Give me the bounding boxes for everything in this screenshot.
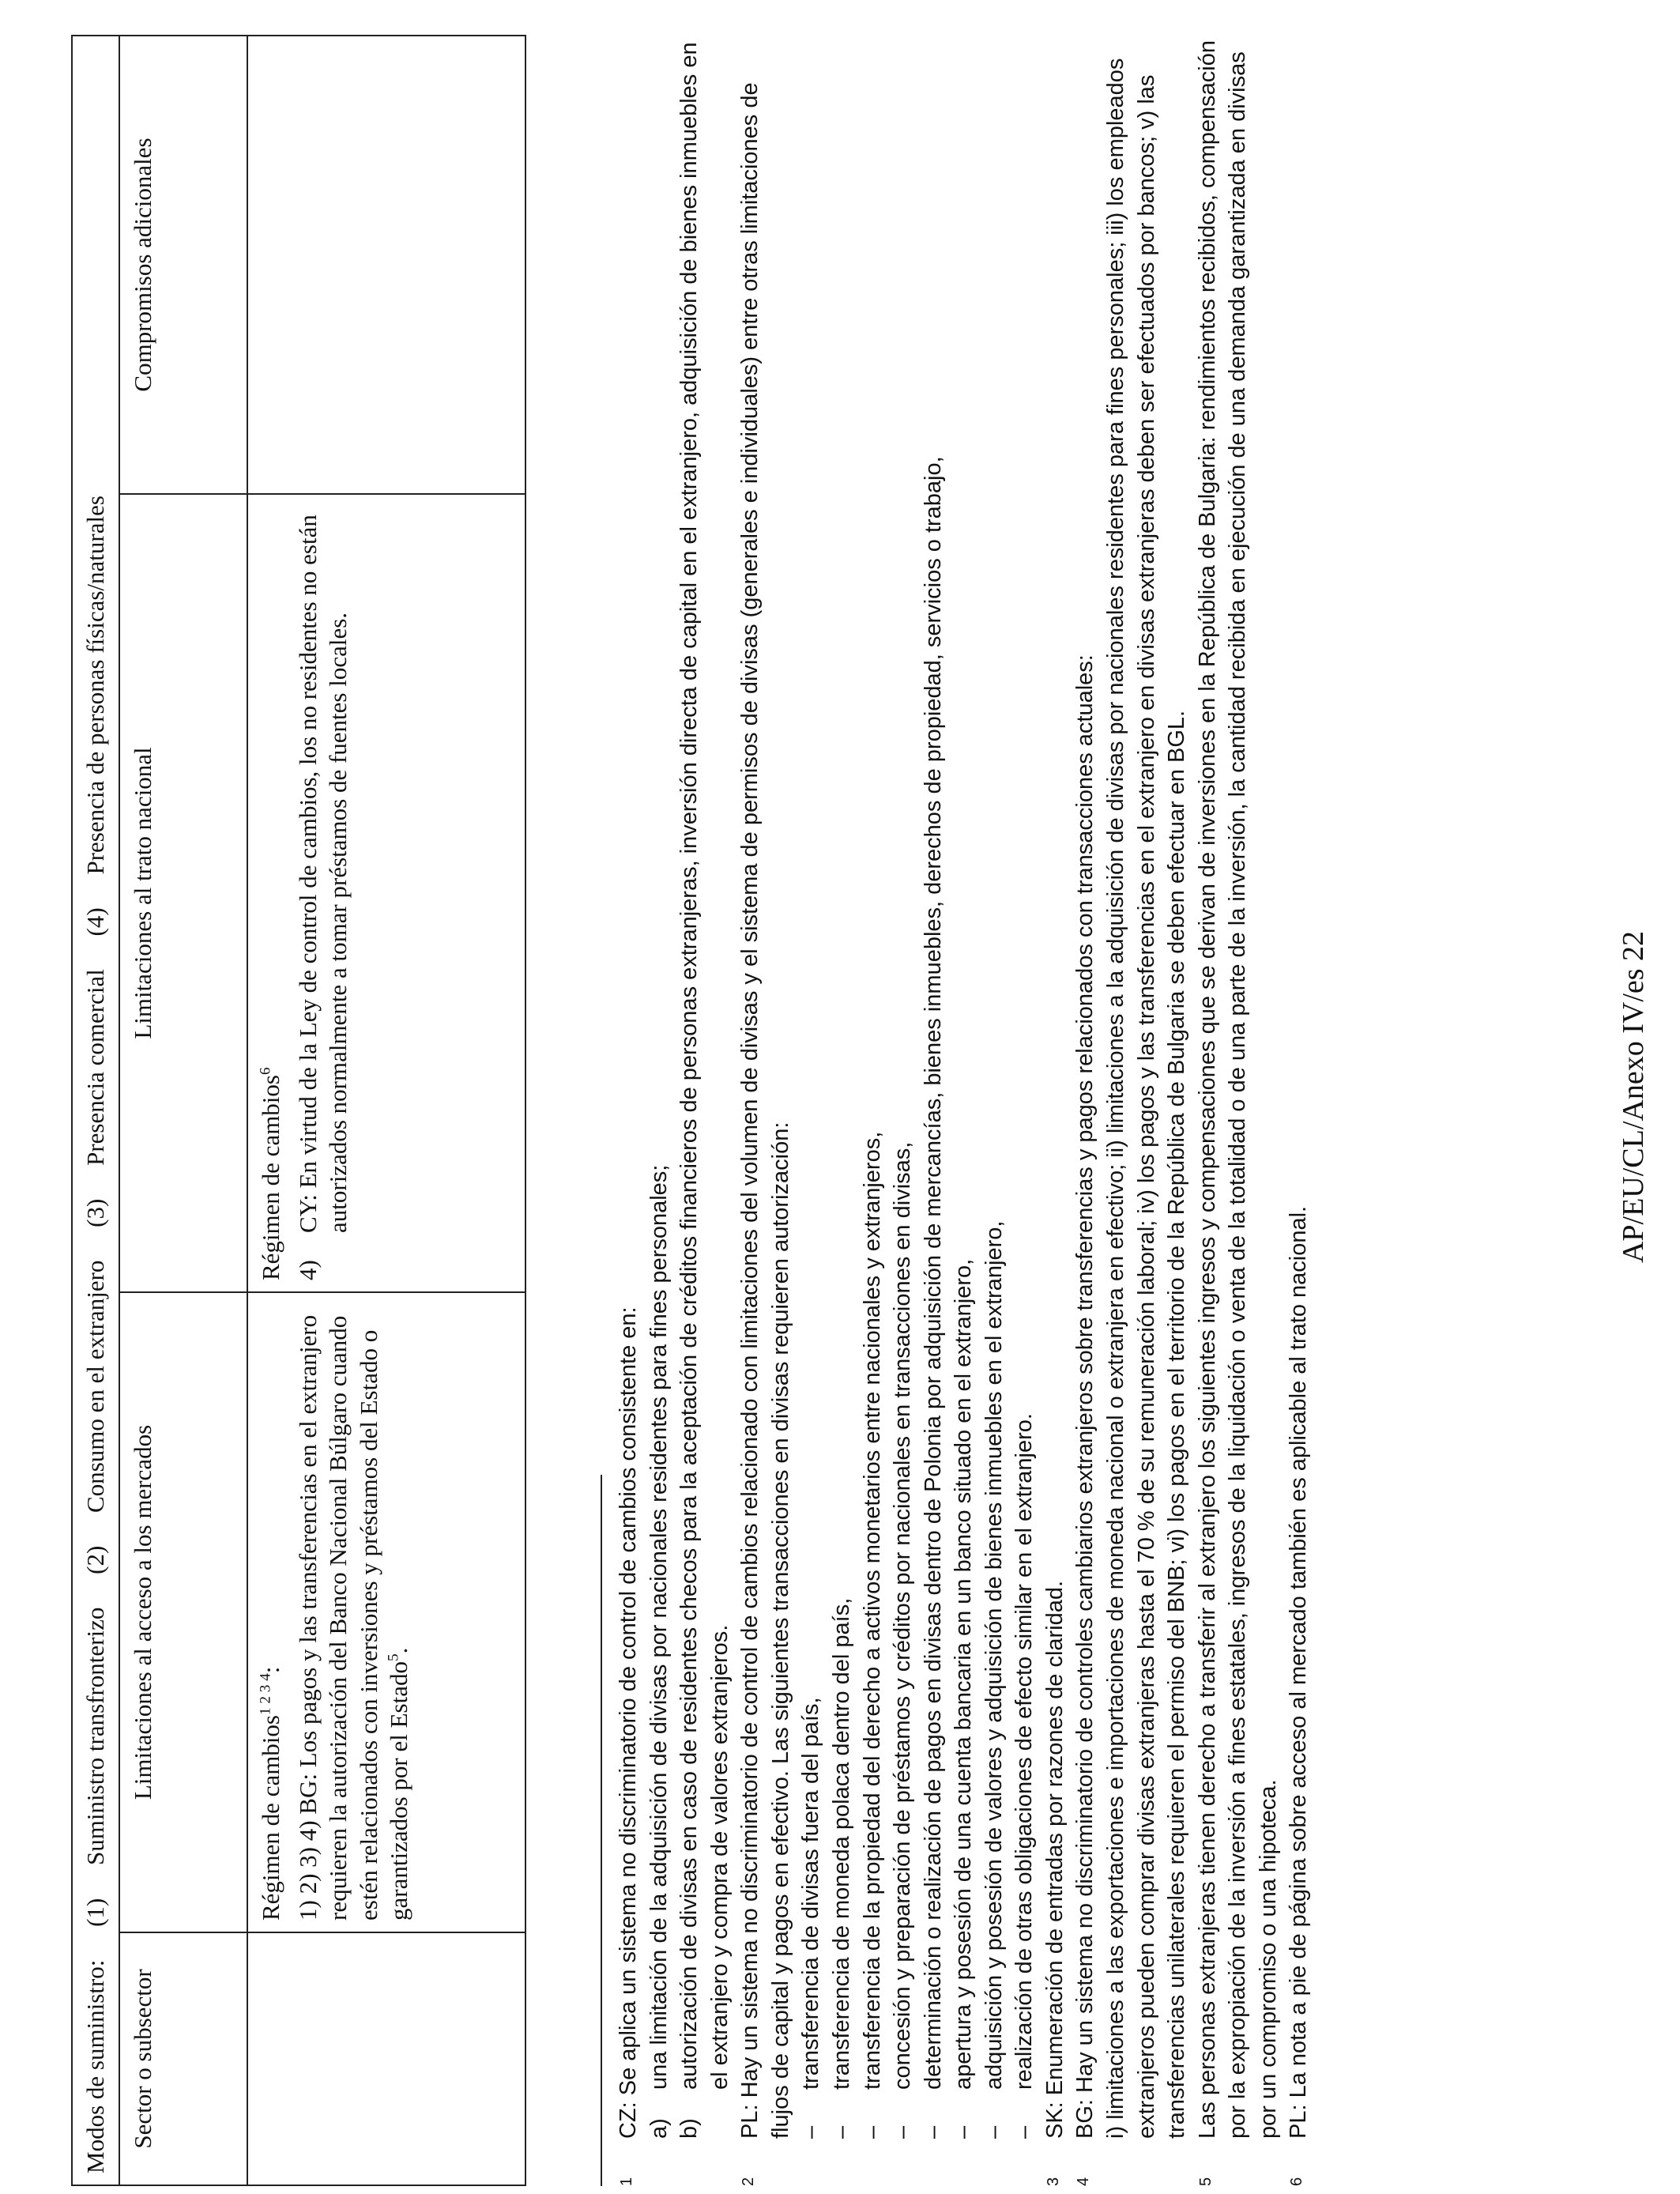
national-treatment-cell [247, 494, 525, 1292]
footnote-body [1070, 36, 1192, 2139]
list-item [857, 36, 888, 2139]
national-list [293, 506, 354, 1280]
footnote-number: 2 [740, 2177, 758, 2186]
header-national-treatment: Limitaciones al trato nacional [119, 494, 247, 1292]
footnote-text: Las personas extranjeras tienen derecho a transferir al extranjero los siguientes ingresos y compensaciones que se derivan de inversiones en la República de Bulgaria: rendimientos recibidos, compensación por la expropiación de la inversión a fines estatales, ingresos de la liquidación o venta de la totalidad o de una parte de la inversión, la cantidad recibida en ejecución de una demanda garantizada en divisas por un compromiso o una hipoteca. [1194, 40, 1281, 2139]
header-sector: Sector o subsector [119, 1932, 247, 2185]
mode-3-number: (3) [81, 1198, 109, 1227]
national-heading: Régimen de cambios$^6$ [257, 1067, 285, 1280]
footnote-text: BG: Hay un sistema no discriminatorio de controles cambiarios extranjeros sobre transferencias y pagos relacionados con transacciones actuales: [1072, 654, 1098, 2139]
table-header-row [119, 36, 247, 2185]
footnote-number: 5 [1196, 2177, 1215, 2186]
national-text: CY: En virtud de la Ley de control de cambios, los no residentes no están autorizados normalmente a tomar préstamos de fuentes locales. [293, 515, 352, 1233]
list-item-text: concesión y preparación de préstamos y créditos por nacionales en transacciones en divisas, [890, 1141, 916, 2090]
list-marker: b) [676, 2118, 703, 2139]
list-item-text: determinación o realización de pagos en divisas dentro de Polonia por adquisición de mercancías, bienes inmuebles, derechos de propiedad, servicios o trabajo, [920, 456, 946, 2090]
mode-2-name: Consumo en el extranjero [81, 1260, 109, 1513]
footnote [1192, 36, 1284, 2186]
list-item [887, 36, 918, 2139]
list-marker: – [1011, 2125, 1038, 2139]
footnote [735, 36, 1040, 2186]
page-footer: AP/EU/CL/Anexo IV/es 22 [1617, 930, 1650, 1264]
mode-1-number: (1) [81, 1898, 109, 1927]
footnote-text: SK: Enumeración de entradas por razones de claridad. [1042, 1580, 1068, 2139]
modes-of-supply [72, 36, 119, 2185]
sector-cell [247, 1932, 525, 2185]
footnote [1070, 36, 1192, 2186]
list-item [1009, 36, 1040, 2139]
list-item [948, 36, 979, 2139]
additional-commitments-cell [247, 36, 525, 494]
list-item [293, 506, 354, 1280]
footnotes [601, 36, 1314, 2186]
footnote-separator [601, 1475, 602, 2186]
table-row [247, 36, 525, 2185]
list-item-text: transferencia de divisas fuera del país, [798, 1697, 824, 2090]
list-item [644, 36, 675, 2139]
footnote-number: 3 [1044, 2177, 1062, 2186]
footnote-number: 4 [1075, 2177, 1093, 2186]
footnote-number: 6 [1288, 2177, 1306, 2186]
footnote-text: i) limitaciones a las exportaciones e importaciones de moneda nacional o extranjera en efectivo; ii) limitaciones a la adquisición de divisas por nacionales residentes para fines personales; iii) los empleados extranjeros pueden comprar divisas extranjeras hasta el 70 % de su remuneración laboral; iv) los pagos y las transferencias en el extranjero en divisas extranjeras deben ser efectuados por bancos; v) las transferencias unilaterales requieren el permiso del BNB; vi) los pagos en el territorio de la República de Bulgaria se deben efectuar en BGL. [1103, 58, 1190, 2139]
footnote-ref: 6 [258, 1067, 275, 1075]
footnote-body [1192, 36, 1284, 2139]
list-marker: – [920, 2125, 946, 2139]
market-text: 1) 2) 3) 4) BG: Los pagos y las transferencias en el extranjero requieren la autorización del Banco Nacional Búlgaro cuando estén relacionados con inversiones y préstamos del Estado o garantizados por el Estado$^5$. [293, 1314, 413, 1921]
mode-4-name: Presencia de personas físicas/naturales [81, 496, 109, 875]
list-item-text: adquisición y posesión de valores y adquisición de bienes inmuebles en el extranjero, [981, 1220, 1007, 2090]
list-item [979, 36, 1010, 2139]
footnote-body [735, 36, 1040, 2139]
modes-label: Modos de suministro: [81, 1959, 109, 2173]
list-marker: – [890, 2125, 916, 2139]
mode-4-number: (4) [81, 907, 109, 937]
footnote [1283, 36, 1314, 2186]
mode-3-name: Presencia comercial [81, 969, 109, 1166]
list-marker: a) [646, 2118, 672, 2139]
list-marker: – [828, 2125, 854, 2139]
header-additional-commitments: Compromisos adicionales [119, 36, 247, 494]
footnote-body [1040, 36, 1071, 2139]
footnote [1040, 36, 1071, 2186]
list-marker: – [859, 2125, 885, 2139]
mode-number: 4) [293, 1260, 322, 1280]
footnote-body [613, 36, 735, 2139]
list-item-text: transferencia de moneda polaca dentro del país, [828, 1597, 854, 2090]
list-marker: – [981, 2125, 1007, 2139]
list-item [827, 36, 857, 2139]
market-access-cell [247, 1292, 525, 1932]
list-item-text: realización de otras obligaciones de efecto similar en el extranjero. [1011, 1413, 1038, 2090]
mode-1-name: Suministro transfronterizo [81, 1607, 109, 1865]
list-marker: – [798, 2125, 824, 2139]
list-item-text: apertura y posesión de una cuenta bancaria en un banco situado en el extranjero, [951, 1258, 977, 2090]
footnote [613, 36, 735, 2186]
modes-of-supply-row [72, 36, 119, 2185]
footnote-ref: 1 2 3 4 [258, 1673, 275, 1715]
footnote-text: PL: Hay un sistema no discriminatorio de control de cambios relacionado con limitaciones del volumen de divisas y el sistema de permisos de divisas (generales e individuales) entre otras limitaciones de flujos de capital y pagos en efectivo. Las siguientes transacciones en divisas requieren autorización: [737, 82, 793, 2139]
footnote-text: CZ: Se aplica un sistema no discriminatorio de control de cambios consistente en: [616, 1306, 641, 2139]
list-item [918, 36, 949, 2139]
commitments-table [71, 35, 526, 2186]
list-marker: – [951, 2125, 977, 2139]
footnote-body [1283, 36, 1314, 2139]
market-heading: Régimen de cambios$^{1 2 3 4}$: [257, 1666, 285, 1921]
footnote-number: 1 [618, 2177, 635, 2186]
footnote-ref: 5 [385, 1653, 402, 1662]
footnote-text: PL: La nota a pie de página sobre acceso al mercado también es aplicable al trato nacional. [1286, 1205, 1312, 2139]
list-item-text: transferencia de la propiedad del derecho a activos monetarios entre nacionales y extranjeros, [859, 1131, 885, 2090]
footnote-list [613, 36, 1314, 2186]
header-market-access: Limitaciones al acceso a los mercados [119, 1292, 247, 1932]
list-item-text: una limitación de la adquisición de divisas por nacionales residentes para fines personales; [646, 1164, 672, 2090]
list-item-text: autorización de divisas en caso de residentes checos para la aceptación de créditos financieros de personas extranjeras, inversión directa de capital en el extranjero, adquisición de bienes inmuebles en el extranjero y compra de valores extranjeros. [676, 42, 733, 2090]
list-item [674, 36, 735, 2139]
mode-2-number: (2) [81, 1545, 109, 1574]
list-item [796, 36, 827, 2139]
